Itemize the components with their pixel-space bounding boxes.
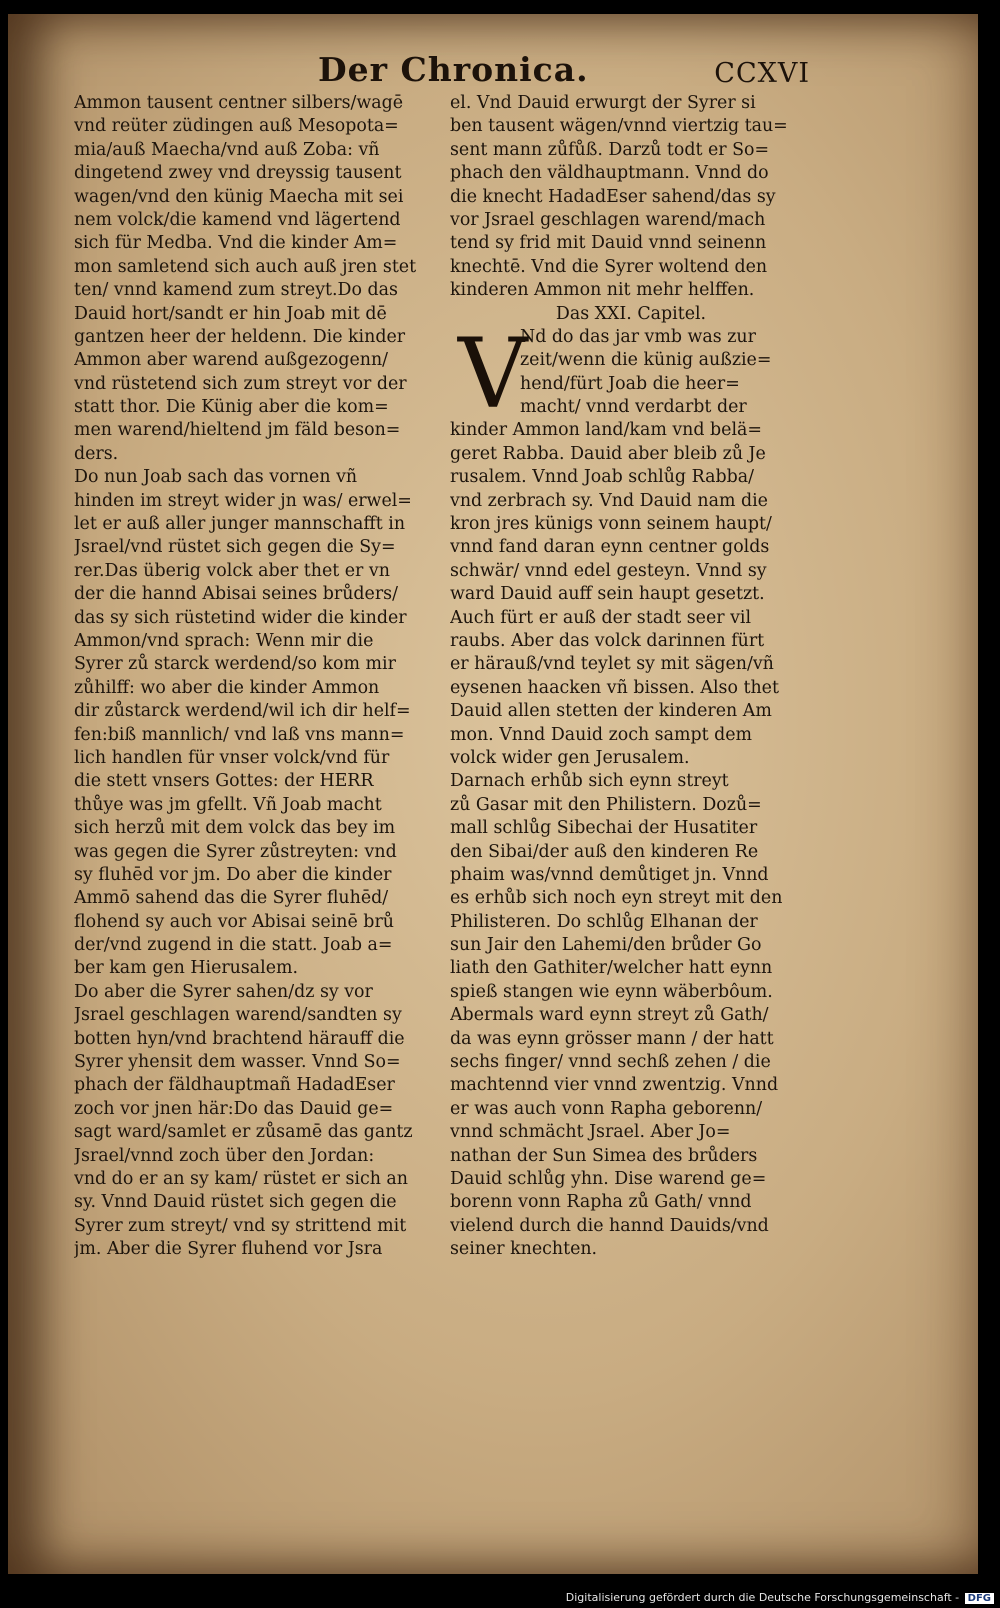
- text-line: zů Gasar mit den Philistern. Dozů=: [450, 794, 762, 815]
- text-line: sent mann zůfůß. Darzů todt er So=: [450, 139, 770, 160]
- text-line: let er auß aller junger mannschafft in: [74, 514, 406, 535]
- text-line: seiner knechten.: [450, 1239, 598, 1260]
- right-column-bottom-text: [450, 419, 812, 1261]
- right-text-column: [450, 92, 812, 1262]
- text-line: ber kam gen Hierusalem.: [74, 958, 299, 979]
- text-line: phach der fäldhauptmañ HadadEser: [74, 1075, 395, 1096]
- text-line: spieß stangen wie eynn wäberbôum.: [450, 981, 773, 1002]
- text-line: hend/fürt Joab die heer=: [520, 373, 740, 394]
- text-line: Auch fürt er auß der stadt seer vil: [450, 607, 752, 628]
- text-line: tend sy frid mit Dauid vnnd seinenn: [450, 233, 767, 254]
- text-line: schwär/ vnnd edel gesteyn. Vnnd sy: [450, 560, 767, 581]
- text-line: mia/auß Maecha/vnd auß Zoba: vñ: [74, 139, 380, 160]
- text-line: Do aber die Syrer sahen/dz sy vor: [74, 981, 373, 1002]
- text-line: der die hannd Abisai seines brůders/: [74, 584, 398, 605]
- text-line: ward Dauid auff sein haupt gesetzt.: [450, 584, 765, 605]
- text-line: statt thor. Die Künig aber die kom=: [74, 397, 389, 418]
- text-line: nathan der Sun Simea des brůders: [450, 1145, 758, 1166]
- text-line: flohend sy auch vor Abisai seinē brů: [74, 911, 394, 932]
- text-line: ders.: [74, 443, 119, 464]
- dfg-logo: DFG: [965, 1593, 994, 1604]
- text-line: geret Rabba. Dauid aber bleib zů Je: [450, 443, 766, 464]
- text-line: der/vnd zugend in die statt. Joab a=: [74, 935, 393, 956]
- text-line: raubs. Aber das volck darinnen fürt: [450, 630, 765, 651]
- text-line: das sy sich rüstetind wider die kinder: [74, 607, 407, 628]
- text-line: Ammon tausent centner silbers/wagē: [74, 93, 404, 113]
- text-line: zůhilff: wo aber die kinder Ammon: [74, 677, 380, 698]
- text-line: kinder Ammon land/kam vnd belä=: [450, 420, 762, 441]
- text-line: Abermals ward eynn streyt zů Gath/: [450, 1005, 769, 1026]
- text-line: sagt ward/samlet er zůsamē das gantz: [74, 1122, 413, 1143]
- credit-text: Digitalisierung gefördert durch die Deutsche Forschungsgemeinschaft -: [565, 1591, 960, 1604]
- text-line: rer.Das überig volck aber thet er vn: [74, 560, 390, 581]
- text-line: Dauid allen stetten der kinderen Am: [450, 701, 772, 722]
- text-line: zoch vor jnen här:Do das Dauid ge=: [74, 1098, 394, 1119]
- text-line: Ammō sahend das die Syrer fluhēd/: [74, 888, 389, 909]
- text-line: wagen/vnd den künig Maecha mit sei: [74, 186, 404, 207]
- text-line: ten/ vnnd kamend zum streyt.Do das: [74, 280, 398, 301]
- text-line: vnd zerbrach sy. Vnd Dauid nam die: [450, 490, 768, 511]
- text-line: vnnd schmächt Jsrael. Aber Jo=: [450, 1122, 731, 1143]
- book-page: [8, 14, 978, 1574]
- text-line: Syrer zů starck werdend/so kom mir: [74, 654, 396, 675]
- running-title: Der Chronica.: [318, 50, 589, 89]
- text-line: dir zůstarck werdend/wil ich dir helf=: [74, 701, 411, 722]
- text-line: vielend durch die hannd Dauids/vnd: [450, 1215, 769, 1236]
- text-line: vnd rüstetend sich zum streyt vor der: [74, 373, 407, 394]
- text-line: vnnd fand daran eynn centner golds: [450, 537, 770, 558]
- text-line: es erhůb sich noch eyn streyt mit den: [450, 888, 783, 909]
- drop-initial: V: [458, 317, 528, 430]
- digitization-credit: [566, 1591, 994, 1604]
- text-line: Nd do das jar vmb was zur: [520, 326, 756, 347]
- text-line: Dauid schlůg yhn. Dise warend ge=: [450, 1168, 767, 1189]
- text-line: Dauid hort/sandt er hin Joab mit dē: [74, 303, 387, 324]
- text-line: nem volck/die kamend vnd lägertend: [74, 209, 401, 230]
- text-line: el. Vnd Dauid erwurgt der Syrer si: [450, 93, 756, 113]
- text-line: die stett vnsers Gottes: der HERR: [74, 771, 374, 792]
- text-line: mon samletend sich auch auß jren stet: [74, 256, 417, 277]
- text-line: sich herzů mit dem volck das bey im: [74, 818, 396, 839]
- text-line: vor Jsrael geschlagen warend/mach: [450, 209, 766, 230]
- text-line: Darnach erhůb sich eynn streyt: [450, 771, 729, 792]
- text-line: gantzen heer der heldenn. Die kinder: [74, 326, 406, 347]
- text-line: Jsrael geschlagen warend/sandten sy: [74, 1005, 402, 1026]
- text-line: thůye was jm gfellt. Vñ Joab macht: [74, 794, 382, 815]
- text-line: Jsrael/vnnd zoch über den Jordan:: [74, 1145, 375, 1166]
- text-line: fen:biß mannlich/ vnd laß vns mann=: [74, 724, 405, 745]
- text-line: men warend/hieltend jm fäld beson=: [74, 420, 401, 441]
- text-line: was gegen die Syrer zůstreyten: vnd: [74, 841, 397, 862]
- text-line: die knecht HadadEser sahend/das sy: [450, 186, 776, 207]
- chapter-heading: Das XXI. Capitel.: [555, 303, 707, 324]
- text-line: Ammon aber warend außgezogenn/: [74, 350, 389, 371]
- text-line: phach den väldhauptmann. Vnnd do: [450, 163, 769, 184]
- text-line: volck wider gen Jerusalem.: [450, 747, 690, 768]
- text-line: liath den Gathiter/welcher hatt eynn: [450, 958, 773, 979]
- text-line: jm. Aber die Syrer fluhend vor Jsra: [74, 1239, 383, 1260]
- text-line: kron jres künigs vonn seinem haupt/: [450, 514, 772, 535]
- text-line: zeit/wenn die künig außzie=: [520, 350, 772, 371]
- text-line: hinden im streyt wider jn was/ erwel=: [74, 490, 412, 511]
- text-line: da was eynn grösser mann / der hatt: [450, 1028, 774, 1049]
- text-line: Syrer yhensit dem wasser. Vnnd So=: [74, 1052, 401, 1073]
- text-line: Syrer zum streyt/ vnd sy strittend mit: [74, 1215, 407, 1236]
- text-line: ben tausent wägen/vnnd viertzig tau=: [450, 116, 788, 137]
- text-line: botten hyn/vnd brachtend härauff die: [74, 1028, 405, 1049]
- text-line: Jsrael/vnd rüstet sich gegen die Sy=: [74, 537, 396, 558]
- text-line: machtennd vier vnnd zwentzig. Vnnd: [450, 1075, 779, 1096]
- text-line: Do nun Joab sach das vornen vñ: [74, 467, 358, 488]
- text-line: er härauß/vnd teylet sy mit sägen/vñ: [450, 654, 774, 675]
- text-line: lich handlen für vnser volck/vnd für: [74, 747, 390, 768]
- text-line: kinderen Ammon nit mehr helffen.: [450, 280, 755, 301]
- left-text-column: [74, 92, 444, 1262]
- text-line: er was auch vonn Rapha geborenn/: [450, 1098, 763, 1119]
- text-line: Ammon/vnd sprach: Wenn mir die: [74, 630, 374, 651]
- text-line: den Sibai/der auß den kinderen Re: [450, 841, 759, 862]
- text-line: rusalem. Vnnd Joab schlůg Rabba/: [450, 467, 754, 488]
- text-line: vnd reüter züdingen auß Mesopota=: [74, 116, 399, 137]
- folio-number: CCXVI: [714, 58, 810, 89]
- text-line: mon. Vnnd Dauid zoch sampt dem: [450, 724, 753, 745]
- text-line: vnd do er an sy kam/ rüstet er sich an: [74, 1168, 408, 1189]
- text-line: phaim was/vnnd demůtiget jn. Vnnd: [450, 864, 769, 885]
- text-line: mall schlůg Sibechai der Husatiter: [450, 818, 758, 839]
- text-line: sy. Vnnd Dauid rüstet sich gegen die: [74, 1192, 397, 1213]
- right-column-top-text: [450, 92, 812, 303]
- text-line: knechtē. Vnd die Syrer woltend den: [450, 256, 768, 277]
- text-line: eysenen haacken vñ bissen. Also thet: [450, 677, 779, 698]
- text-line: sich für Medba. Vnd die kinder Am=: [74, 233, 398, 254]
- text-line: sun Jair den Lahemi/den brůder Go: [450, 935, 762, 956]
- text-line: macht/ vnnd verdarbt der: [520, 397, 747, 418]
- text-line: dingetend zwey vnd dreyssig tausent: [74, 163, 402, 184]
- text-line: sechs finger/ vnnd sechß zehen / die: [450, 1052, 771, 1073]
- text-line: Philisteren. Do schlůg Elhanan der: [450, 911, 758, 932]
- text-line: sy fluhēd vor jm. Do aber die kinder: [74, 864, 392, 885]
- text-line: borenn vonn Rapha zů Gath/ vnnd: [450, 1192, 752, 1213]
- chapter-opening: [450, 317, 812, 430]
